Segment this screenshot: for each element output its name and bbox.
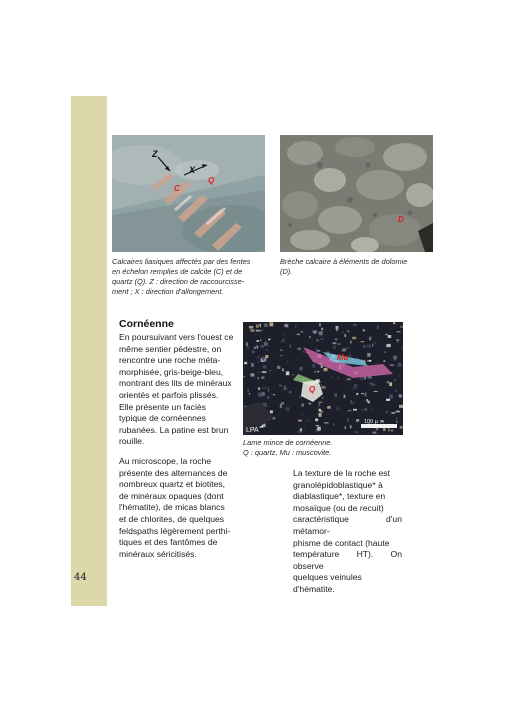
- mineral-grain: [265, 355, 268, 358]
- mineral-grain: [350, 341, 352, 344]
- mineral-grain: [260, 324, 262, 327]
- label-d: D: [398, 215, 404, 224]
- mineral-grain: [399, 394, 402, 397]
- mineral-grain: [390, 365, 394, 366]
- mineral-grain: [292, 374, 294, 375]
- mineral-grain: [262, 392, 265, 396]
- mineral-grain: [270, 410, 273, 413]
- mineral-grain: [353, 409, 357, 411]
- mineral-grain: [369, 383, 373, 385]
- paragraph-1: En poursuivant vers l'ouest ce même sentier pédestre, on rencontre une roche méta- morphisée, gris-beige-bleu, montrant des lits de minéraux orientés et parfois plissés. Elle présente un faciès typique de cornéennes rubanées. La patine est brun rouille.: [119, 332, 234, 447]
- mineral-grain: [269, 322, 273, 326]
- mineral-grain: [309, 403, 311, 405]
- mineral-grain: [366, 399, 368, 402]
- mineral-grain: [335, 338, 338, 340]
- mineral-grain: [348, 410, 352, 411]
- mineral-grain: [279, 355, 283, 356]
- mineral-grain: [261, 355, 262, 358]
- mineral-grain: [386, 411, 387, 413]
- caption-thin-section: Lame mince de cornéenne. Q : quartz, Mu : muscovite.: [243, 438, 333, 457]
- mineral-grain: [266, 349, 269, 351]
- mineral-grain: [316, 348, 318, 350]
- mineral-grain: [345, 426, 346, 429]
- mineral-grain: [354, 386, 357, 390]
- mineral-grain: [243, 376, 246, 377]
- mineral-grain: [396, 411, 400, 413]
- mineral-grain: [257, 345, 259, 348]
- mineral-grain: [263, 365, 267, 368]
- mineral-grain: [260, 340, 261, 342]
- mineral-grain: [391, 430, 393, 432]
- mineral-grain: [363, 345, 365, 348]
- mineral-grain: [332, 376, 334, 377]
- mineral-grain: [269, 370, 271, 371]
- mineral-grain: [347, 378, 351, 380]
- mineral-grain: [282, 368, 284, 371]
- mineral-grain: [314, 371, 316, 373]
- mineral-grain: [383, 360, 385, 362]
- mineral-grain: [280, 349, 282, 351]
- mineral-grain: [350, 402, 354, 404]
- scale-bar-label: 100 µ: [364, 419, 378, 425]
- mineral-grain: [304, 426, 305, 429]
- mineral-grain: [251, 363, 254, 367]
- mineral-grain: [295, 325, 296, 328]
- mineral-grain: [247, 390, 249, 392]
- mineral-grain: [261, 361, 265, 362]
- mineral-grain: [298, 348, 302, 351]
- mineral-grain: [377, 326, 378, 330]
- mineral-grain: [400, 426, 403, 429]
- mineral-grain: [355, 432, 358, 433]
- mineral-grain: [385, 334, 387, 336]
- mineral-grain: [280, 404, 282, 408]
- label-lpa: LPA: [246, 427, 259, 434]
- mineral-grain: [388, 335, 392, 338]
- page-margin-band: [71, 96, 107, 606]
- label-z: Z: [152, 149, 158, 159]
- mineral-grain: [320, 338, 323, 340]
- mineral-grain: [395, 379, 396, 381]
- mineral-grain: [262, 357, 265, 361]
- mineral-grain: [301, 403, 304, 406]
- mineral-grain: [353, 324, 357, 325]
- mineral-grain: [324, 368, 328, 371]
- mineral-grain: [317, 371, 319, 372]
- mineral-grain: [396, 417, 397, 421]
- mineral-grain: [376, 428, 378, 431]
- mineral-grain: [319, 323, 321, 327]
- photo-thin-section: [243, 322, 403, 435]
- mineral-grain: [316, 425, 319, 426]
- mineral-grain: [268, 339, 270, 341]
- mineral-grain: [400, 325, 403, 328]
- mineral-grain: [368, 401, 370, 404]
- mineral-grain: [265, 340, 266, 342]
- mineral-grain: [277, 366, 280, 369]
- mineral-grain: [398, 373, 399, 377]
- mineral-grain: [254, 347, 256, 350]
- mineral-grain: [370, 337, 372, 339]
- mineral-grain: [368, 376, 372, 378]
- mineral-grain: [289, 391, 292, 394]
- mineral-grain: [379, 412, 380, 413]
- section-title: Cornéenne: [119, 318, 174, 330]
- mineral-grain: [386, 344, 390, 347]
- mineral-grain: [351, 401, 352, 403]
- mineral-grain: [249, 326, 253, 329]
- mineral-grain: [362, 409, 365, 411]
- mineral-grain: [336, 330, 338, 332]
- label-mu: Mu: [337, 353, 349, 362]
- mineral-grain: [258, 372, 260, 373]
- mineral-grain: [327, 406, 330, 409]
- mineral-grain: [373, 432, 377, 434]
- mineral-grain: [397, 342, 398, 343]
- mineral-grain: [365, 393, 367, 397]
- mineral-grain: [352, 388, 353, 391]
- mineral-grain: [257, 356, 260, 359]
- mineral-grain: [333, 346, 336, 349]
- mineral-grain: [319, 413, 322, 417]
- mineral-grain: [300, 428, 302, 431]
- mineral-grain: [301, 414, 304, 415]
- mineral-grain: [256, 340, 259, 342]
- mineral-grain: [364, 377, 366, 380]
- mineral-grain: [393, 356, 397, 359]
- label-x: X: [189, 165, 196, 175]
- mineral-grain: [297, 334, 300, 336]
- mineral-grain: [396, 339, 399, 341]
- mineral-grain: [387, 381, 389, 383]
- mineral-grain: [281, 402, 284, 404]
- mineral-grain: [257, 330, 261, 331]
- mineral-grain: [290, 345, 291, 348]
- mineral-grain: [350, 425, 352, 428]
- mineral-grain: [356, 393, 358, 395]
- label-q: Q: [208, 176, 215, 185]
- mineral-grain: [321, 384, 322, 386]
- paragraph-2: Au microscope, la roche présente des alternances de nombreux quartz et biotites, de minéraux opaques (dont l'hématite), de micas blancs et de chlorites, de quelques feldspaths légèrement perthi- tiques et des fantômes de minéraux séricitisés.: [119, 456, 231, 559]
- mineral-grain: [321, 386, 325, 389]
- mineral-grain: [374, 342, 376, 344]
- mineral-grain: [247, 346, 249, 350]
- mineral-grain: [256, 324, 259, 328]
- mineral-grain: [336, 326, 339, 329]
- mineral-grain: [321, 328, 323, 331]
- mineral-grain: [262, 371, 266, 373]
- mineral-grain: [286, 371, 289, 375]
- mineral-grain: [389, 382, 392, 386]
- mineral-grain: [313, 330, 317, 333]
- mineral-grain: [361, 341, 365, 342]
- mineral-grain: [261, 371, 262, 372]
- mineral-grain: [286, 407, 290, 411]
- mineral-grain: [393, 322, 395, 324]
- mineral-grain: [258, 387, 260, 390]
- mineral-grain: [268, 389, 269, 392]
- mineral-grain: [264, 323, 268, 327]
- mineral-grain: [385, 351, 386, 353]
- mineral-grain: [273, 417, 276, 420]
- mineral-grain: [286, 322, 288, 324]
- mineral-grain: [335, 393, 338, 397]
- mineral-grain: [367, 353, 370, 357]
- mineral-grain: [374, 391, 378, 392]
- mineral-grain: [316, 339, 319, 341]
- mineral-grain: [299, 367, 302, 371]
- mineral-grain: [317, 427, 321, 431]
- mineral-grain: [262, 387, 266, 389]
- mineral-grain: [283, 339, 286, 342]
- photo-breccia: [280, 135, 433, 252]
- caption-limestone: Calcaires liasiques affectés par des fentes en échelon remplies de calcite (C) et de quartz (Q). Z : direction de raccourcisse- ment ; X : direction d'allongement.: [112, 257, 251, 296]
- mineral-grain: [319, 402, 323, 403]
- mineral-grain: [397, 331, 401, 332]
- mineral-grain: [333, 342, 337, 344]
- mineral-grain: [257, 361, 258, 362]
- mineral-grain: [401, 346, 403, 348]
- mineral-grain: [249, 393, 250, 395]
- mineral-grain: [371, 407, 373, 410]
- mineral-grain: [389, 395, 393, 399]
- mineral-grain: [267, 396, 269, 399]
- mineral-grain: [258, 377, 259, 380]
- mineral-grain: [367, 345, 371, 348]
- mineral-grain: [347, 419, 349, 423]
- mineral-grain: [336, 407, 340, 411]
- label-q-thin: Q: [309, 385, 316, 394]
- mineral-grain: [283, 333, 284, 336]
- mineral-grain: [260, 345, 264, 348]
- mineral-grain: [267, 342, 269, 344]
- label-c: C: [174, 184, 180, 193]
- mineral-grain: [333, 423, 334, 425]
- mineral-grain: [298, 420, 302, 422]
- mineral-grain: [363, 329, 365, 331]
- mineral-grain: [380, 420, 384, 422]
- mineral-grain: [396, 421, 398, 423]
- mineral-grain: [284, 324, 288, 327]
- mineral-grain: [252, 351, 255, 354]
- mineral-grain: [322, 397, 324, 399]
- caption-breccia: Brèche calcaire à éléments de dolomie (D).: [280, 257, 408, 276]
- mineral-grain: [250, 329, 254, 331]
- mineral-grain: [343, 348, 347, 351]
- mineral-grain: [284, 386, 286, 390]
- mineral-grain: [279, 385, 282, 386]
- mineral-grain: [344, 395, 346, 398]
- mineral-grain: [324, 422, 328, 423]
- mineral-grain: [398, 363, 402, 367]
- page-number: 44: [74, 572, 87, 583]
- mineral-grain: [319, 331, 323, 335]
- mineral-grain: [255, 334, 257, 335]
- mineral-grain: [318, 403, 320, 407]
- mineral-grain: [388, 428, 389, 431]
- mineral-grain: [246, 360, 248, 363]
- mineral-grain: [365, 408, 367, 410]
- mineral-grain: [349, 353, 351, 357]
- mineral-grain: [371, 384, 375, 385]
- mineral-grain: [266, 387, 269, 390]
- mineral-grain: [312, 364, 315, 368]
- mineral-grain: [367, 360, 371, 361]
- mineral-grain: [386, 399, 390, 401]
- mineral-grain: [338, 377, 339, 379]
- mineral-grain: [287, 361, 289, 363]
- mineral-grain: [395, 390, 397, 392]
- mineral-grain: [273, 394, 275, 395]
- mineral-grain: [346, 347, 350, 349]
- mineral-grain: [302, 351, 304, 353]
- mineral-grain: [391, 412, 395, 414]
- mineral-grain: [301, 331, 304, 332]
- mineral-grain: [251, 373, 255, 376]
- mineral-grain: [319, 409, 321, 412]
- mineral-grain: [399, 405, 403, 408]
- mineral-grain: [317, 350, 321, 352]
- paragraph-3: La texture de la roche est granolépidoblastique* à diablastique*, texture en mosaïque (ou de recuit) caractéristique d'un métamor- phisme de contact (haute température HT). On observe quelques veinules d'hématite.: [293, 468, 402, 594]
- mineral-grain: [261, 376, 264, 379]
- mineral-grain: [306, 419, 310, 422]
- mineral-grain: [342, 332, 344, 333]
- mineral-grain: [361, 393, 364, 394]
- mineral-grain: [344, 334, 346, 337]
- mineral-grain: [316, 418, 317, 421]
- mineral-grain: [356, 419, 359, 422]
- mineral-grain: [347, 331, 350, 333]
- mineral-grain: [366, 329, 367, 331]
- mineral-grain: [309, 336, 311, 339]
- mineral-grain: [352, 337, 356, 340]
- mineral-grain: [372, 344, 373, 347]
- mineral-grain: [338, 343, 341, 344]
- photo-limestone-veins: [112, 135, 265, 252]
